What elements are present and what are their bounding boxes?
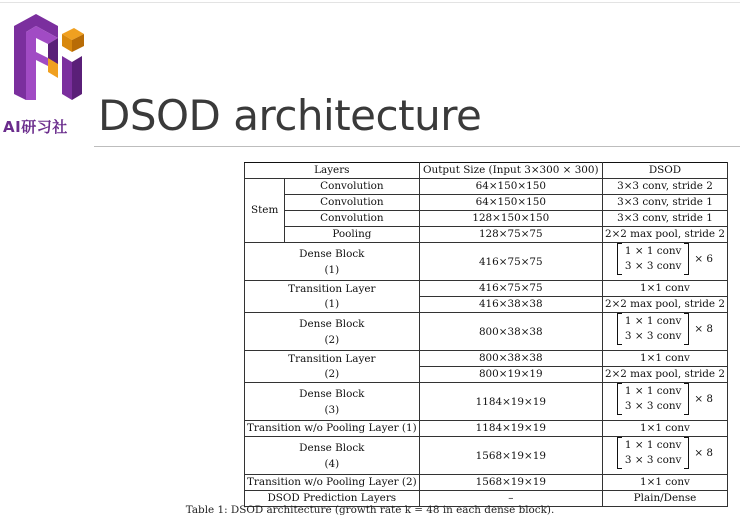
conv-matrix xyxy=(617,437,713,469)
matrix-line: 3 × 3 conv xyxy=(624,330,682,342)
matrix-line: 1 × 1 conv xyxy=(624,439,682,451)
layer-number: (1) xyxy=(324,263,340,276)
right-bracket xyxy=(684,383,689,415)
header-layers: Layers xyxy=(245,163,420,179)
layer-name: Dense Block xyxy=(299,441,365,454)
dsod-cell: 1×1 conv xyxy=(602,351,727,367)
layer-name: Dense Block xyxy=(299,387,365,400)
dsod-cell: 3×3 conv, stride 1 xyxy=(602,211,727,227)
layer-cell: Transition w/o Pooling Layer (1) xyxy=(245,421,420,437)
matrix-line: 3 × 3 conv xyxy=(624,454,682,466)
right-bracket xyxy=(684,437,689,469)
table-row xyxy=(245,421,728,437)
layer-name: Dense Block xyxy=(299,317,365,330)
layer-cell: Convolution xyxy=(285,211,419,227)
size-cell: 416×75×75 xyxy=(419,281,602,297)
layer-cell xyxy=(245,383,420,421)
matrix-line: 1 × 1 conv xyxy=(624,385,682,397)
layer-number: (1) xyxy=(324,297,340,310)
layer-cell: Pooling xyxy=(285,227,419,243)
dsod-cell: Plain/Dense xyxy=(602,491,727,507)
dsod-cell: 1×1 conv xyxy=(602,281,727,297)
dsod-cell: 3×3 conv, stride 1 xyxy=(602,195,727,211)
layer-cell: DSOD Prediction Layers xyxy=(245,491,420,507)
layer-cell xyxy=(245,243,420,281)
dsod-cell: 3×3 conv, stride 2 xyxy=(602,179,727,195)
slide-title: DSOD architecture xyxy=(98,91,482,140)
architecture-table xyxy=(244,162,728,507)
table-row xyxy=(245,211,728,227)
header-dsod: DSOD xyxy=(602,163,727,179)
layer-number: (2) xyxy=(324,367,340,380)
size-cell: 800×38×38 xyxy=(419,313,602,351)
layer-name: Transition Layer xyxy=(288,282,376,295)
table-caption: Table 1: DSOD architecture (growth rate k = 48 in each dense block). xyxy=(185,504,555,516)
dsod-cell: 1×1 conv xyxy=(602,475,727,491)
layer-number: (2) xyxy=(324,333,340,346)
table-row xyxy=(245,437,728,475)
size-cell: 416×75×75 xyxy=(419,243,602,281)
matrix-line: 1 × 1 conv xyxy=(624,245,682,257)
table-row xyxy=(245,313,728,351)
size-cell: 800×38×38 xyxy=(419,351,602,367)
right-bracket xyxy=(684,313,689,345)
layer-cell xyxy=(245,437,420,475)
dsod-cell: 2×2 max pool, stride 2 xyxy=(602,367,727,383)
stem-label: Stem xyxy=(245,179,285,243)
table-row xyxy=(245,383,728,421)
size-cell: 128×75×75 xyxy=(419,227,602,243)
layer-cell: Transition w/o Pooling Layer (2) xyxy=(245,475,420,491)
conv-matrix xyxy=(617,383,713,415)
ai-logo-icon xyxy=(6,8,86,106)
matrix-line: 1 × 1 conv xyxy=(624,315,682,327)
table-row xyxy=(245,475,728,491)
size-cell: 128×150×150 xyxy=(419,211,602,227)
repeat-count: × 8 xyxy=(694,447,714,459)
table-row xyxy=(245,351,728,367)
table-row xyxy=(245,281,728,297)
matrix-line: 3 × 3 conv xyxy=(624,400,682,412)
dsod-cell xyxy=(602,243,727,281)
repeat-count: × 8 xyxy=(694,393,714,405)
table-header-row xyxy=(245,163,728,179)
top-divider xyxy=(0,2,740,3)
dsod-cell xyxy=(602,383,727,421)
dsod-cell: 1×1 conv xyxy=(602,421,727,437)
conv-matrix xyxy=(617,313,713,345)
layer-cell: Convolution xyxy=(285,179,419,195)
layer-cell xyxy=(245,313,420,351)
title-underline xyxy=(94,146,740,147)
size-cell: 64×150×150 xyxy=(419,179,602,195)
size-cell: – xyxy=(419,491,602,507)
layer-name: Transition Layer xyxy=(288,352,376,365)
dsod-cell: 2×2 max pool, stride 2 xyxy=(602,297,727,313)
repeat-count: × 6 xyxy=(694,253,714,265)
right-bracket xyxy=(684,243,689,275)
table-row xyxy=(245,243,728,281)
matrix-line: 3 × 3 conv xyxy=(624,260,682,272)
layer-cell xyxy=(245,281,420,313)
conv-matrix xyxy=(617,243,713,275)
layer-name: Dense Block xyxy=(299,247,365,260)
size-cell: 800×19×19 xyxy=(419,367,602,383)
size-cell: 416×38×38 xyxy=(419,297,602,313)
layer-cell: Convolution xyxy=(285,195,419,211)
layer-cell xyxy=(245,351,420,383)
size-cell: 1184×19×19 xyxy=(419,421,602,437)
dsod-cell xyxy=(602,313,727,351)
dsod-cell: 2×2 max pool, stride 2 xyxy=(602,227,727,243)
size-cell: 1568×19×19 xyxy=(419,437,602,475)
table-row xyxy=(245,179,728,195)
layer-number: (3) xyxy=(324,403,340,416)
layer-number: (4) xyxy=(324,457,340,470)
size-cell: 1184×19×19 xyxy=(419,383,602,421)
table-row xyxy=(245,195,728,211)
logo-text: AI研习社 xyxy=(3,118,68,136)
header-output-size: Output Size (Input 3×300 × 300) xyxy=(419,163,602,179)
size-cell: 1568×19×19 xyxy=(419,475,602,491)
repeat-count: × 8 xyxy=(694,323,714,335)
table-row xyxy=(245,227,728,243)
size-cell: 64×150×150 xyxy=(419,195,602,211)
dsod-cell xyxy=(602,437,727,475)
